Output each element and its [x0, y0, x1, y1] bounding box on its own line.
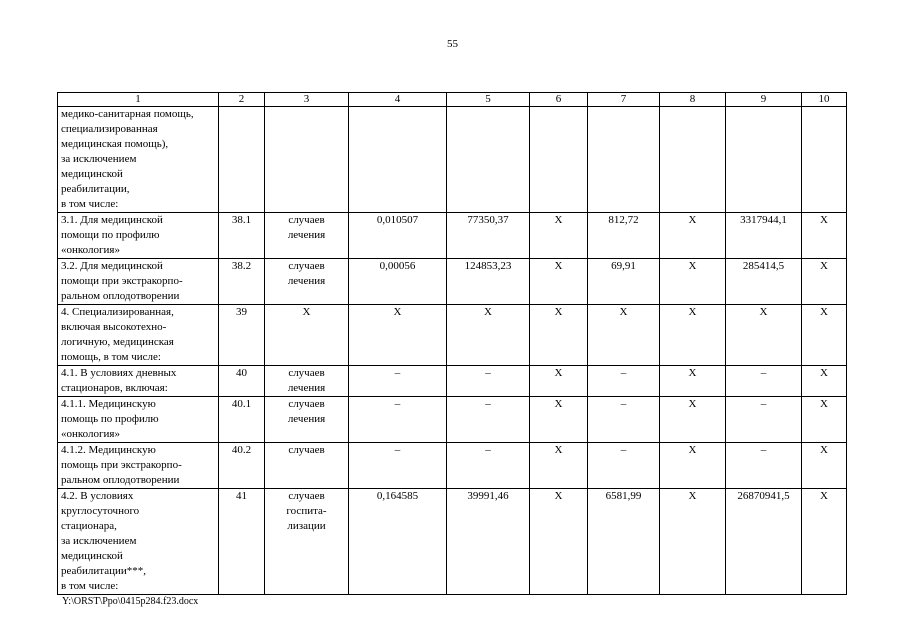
table-cell: случаев: [265, 443, 349, 489]
table-cell: [447, 107, 530, 213]
table-cell: –: [447, 366, 530, 397]
table-cell: 26870941,5: [726, 489, 802, 595]
table-cell: 77350,37: [447, 213, 530, 259]
table-cell: [349, 107, 447, 213]
header-cell: 9: [726, 93, 802, 107]
table-cell: случаев лечения: [265, 366, 349, 397]
table-cell: [802, 107, 847, 213]
table-cell: [265, 107, 349, 213]
table-cell: Х: [447, 305, 530, 366]
table-cell: Х: [660, 489, 726, 595]
data-table: [57, 92, 847, 595]
table-cell: Х: [530, 443, 588, 489]
table-cell: случаев лечения: [265, 213, 349, 259]
table-cell: Х: [802, 443, 847, 489]
table-cell: Х: [726, 305, 802, 366]
file-path-footer: Y:\ORST\Ppo\0415p284.f23.docx: [62, 596, 199, 607]
table-cell: 0,00056: [349, 259, 447, 305]
table-cell: Х: [660, 213, 726, 259]
table-cell: случаев лечения: [265, 397, 349, 443]
header-cell: 2: [219, 93, 265, 107]
header-cell: 5: [447, 93, 530, 107]
table-cell: –: [726, 443, 802, 489]
table-cell: –: [726, 366, 802, 397]
table-row: [58, 443, 847, 489]
table-cell: 40: [219, 366, 265, 397]
table-cell: –: [588, 397, 660, 443]
table-cell: Х: [530, 397, 588, 443]
table-row: [58, 305, 847, 366]
table-row: [58, 259, 847, 305]
header-cell: 10: [802, 93, 847, 107]
table-cell: 38.1: [219, 213, 265, 259]
table-cell: Х: [802, 366, 847, 397]
table-cell: 39991,46: [447, 489, 530, 595]
table-row: [58, 397, 847, 443]
table-cell: Х: [530, 489, 588, 595]
table-cell: Х: [265, 305, 349, 366]
table-cell: [726, 107, 802, 213]
table-cell: Х: [530, 259, 588, 305]
table-cell: Х: [349, 305, 447, 366]
header-cell: 8: [660, 93, 726, 107]
table-cell: Х: [530, 213, 588, 259]
table-cell: Х: [588, 305, 660, 366]
table-cell: –: [349, 397, 447, 443]
header-cell: 4: [349, 93, 447, 107]
row-label-cell: 3.1. Для медицинской помощи по профилю «онкология»: [58, 213, 219, 259]
table-cell: 39: [219, 305, 265, 366]
header-cell: 7: [588, 93, 660, 107]
row-label-cell: 3.2. Для медицинской помощи при экстракорпо- ральном оплодотворении: [58, 259, 219, 305]
table-cell: 6581,99: [588, 489, 660, 595]
table-cell: случаев госпита- лизации: [265, 489, 349, 595]
table-cell: 3317944,1: [726, 213, 802, 259]
table-cell: –: [447, 397, 530, 443]
table-cell: Х: [660, 397, 726, 443]
table-cell: случаев лечения: [265, 259, 349, 305]
table-cell: 124853,23: [447, 259, 530, 305]
table-cell: [660, 107, 726, 213]
table-cell: Х: [660, 443, 726, 489]
table-cell: [530, 107, 588, 213]
table-cell: Х: [802, 305, 847, 366]
row-label-cell: 4.1.1. Медицинскую помощь по профилю «онкология»: [58, 397, 219, 443]
table-cell: Х: [530, 305, 588, 366]
table-row: [58, 489, 847, 595]
row-label-cell: медико-санитарная помощь, специализированная медицинская помощь), за исключением медицинской реабилитации, в том числе:: [58, 107, 219, 213]
table-cell: 41: [219, 489, 265, 595]
table-cell: 285414,5: [726, 259, 802, 305]
table-cell: 69,91: [588, 259, 660, 305]
table-header-row: [58, 93, 847, 107]
table-row: [58, 213, 847, 259]
table-cell: Х: [530, 366, 588, 397]
table-cell: 40.2: [219, 443, 265, 489]
table-row: [58, 107, 847, 213]
table-cell: Х: [660, 305, 726, 366]
table-cell: Х: [660, 366, 726, 397]
header-cell: 3: [265, 93, 349, 107]
table-cell: 0,010507: [349, 213, 447, 259]
table-cell: Х: [802, 397, 847, 443]
table-cell: –: [447, 443, 530, 489]
header-cell: 6: [530, 93, 588, 107]
table-cell: –: [349, 366, 447, 397]
table-cell: Х: [660, 259, 726, 305]
table-cell: [219, 107, 265, 213]
row-label-cell: 4.2. В условиях круглосуточного стационара, за исключением медицинской реабилитации***, в том числе:: [58, 489, 219, 595]
table-cell: Х: [802, 213, 847, 259]
row-label-cell: 4. Специализированная, включая высокотехно- логичную, медицинская помощь, в том числе:: [58, 305, 219, 366]
table-cell: [588, 107, 660, 213]
table-cell: 40.1: [219, 397, 265, 443]
table-cell: –: [349, 443, 447, 489]
row-label-cell: 4.1.2. Медицинскую помощь при экстракорпо- ральном оплодотворении: [58, 443, 219, 489]
table-cell: 812,72: [588, 213, 660, 259]
table-cell: Х: [802, 489, 847, 595]
table-cell: –: [588, 443, 660, 489]
table-cell: 0,164585: [349, 489, 447, 595]
table-cell: –: [588, 366, 660, 397]
table-cell: Х: [802, 259, 847, 305]
table-cell: 38.2: [219, 259, 265, 305]
page-number: 55: [447, 38, 458, 50]
table-cell: –: [726, 397, 802, 443]
row-label-cell: 4.1. В условиях дневных стационаров, включая:: [58, 366, 219, 397]
table-row: [58, 366, 847, 397]
header-cell: 1: [58, 93, 219, 107]
